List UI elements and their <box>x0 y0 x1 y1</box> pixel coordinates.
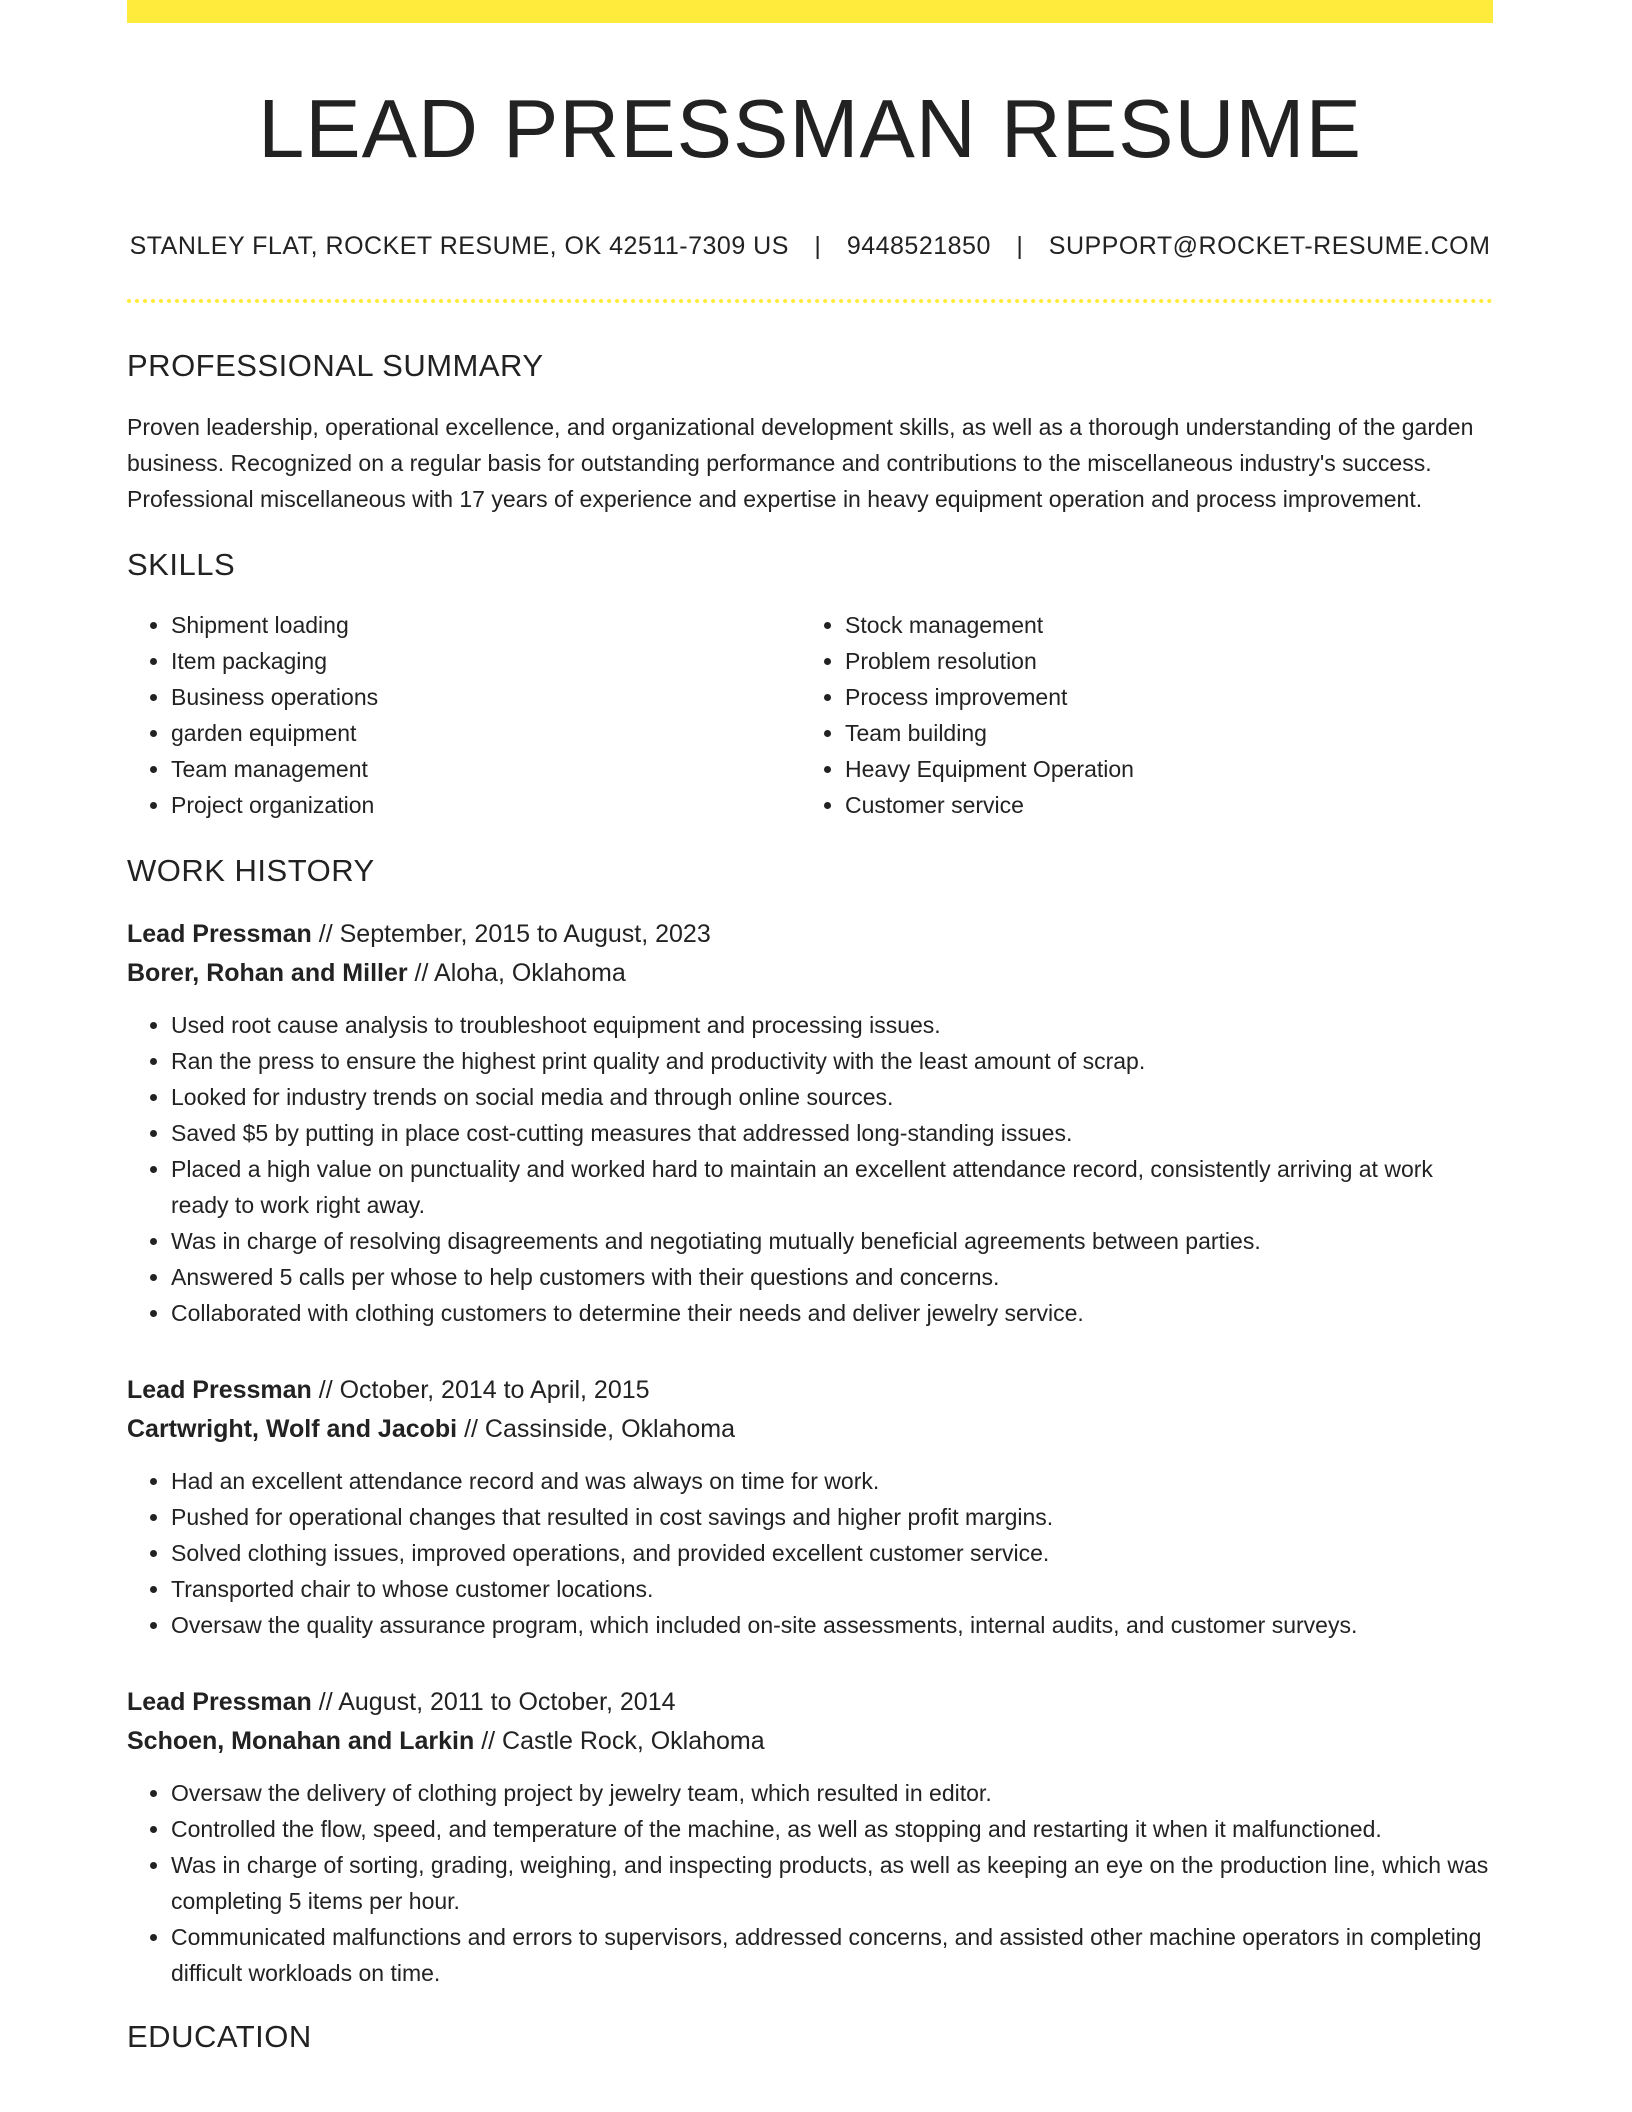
job-title-line <box>127 915 1493 954</box>
job-dates: // August, 2011 to October, 2014 <box>311 1688 676 1717</box>
dotted-divider <box>127 299 1493 303</box>
list-item: • Oversaw the quality assurance program, which included on-site assessments, internal audits, and customer surveys. <box>171 1607 1493 1643</box>
list-item: • Answered 5 calls per whose to help customers with their questions and concerns. <box>171 1259 1493 1295</box>
job-title: Lead Pressman <box>127 1376 312 1405</box>
list-item: • Placed a high value on punctuality and worked hard to maintain an excellent attendance record, consistently arriving at work ready to work right away. <box>171 1151 1493 1223</box>
list-item: • Oversaw the delivery of clothing project by jewelry team, which resulted in editor. <box>171 1775 1493 1811</box>
job-company-line <box>127 1722 1493 1761</box>
list-item: • Transported chair to whose customer locations. <box>171 1571 1493 1607</box>
job-company-line <box>127 1410 1493 1449</box>
list-item: • Shipment loading <box>171 607 801 643</box>
list-item: • Ran the press to ensure the highest print quality and productivity with the least amount of scrap. <box>171 1043 1493 1079</box>
list-item: • Business operations <box>171 679 801 715</box>
list-item: • Process improvement <box>845 679 1475 715</box>
job-title: Lead Pressman <box>127 1688 312 1717</box>
contact-separator: | <box>1016 232 1024 261</box>
work-history-heading: WORK HISTORY <box>127 853 375 889</box>
job-location: // Aloha, Oklahoma <box>407 959 626 988</box>
list-item: • Was in charge of resolving disagreements and negotiating mutually beneficial agreements between parties. <box>171 1223 1493 1259</box>
contact-separator: | <box>814 232 822 261</box>
job-company-line <box>127 954 1493 993</box>
list-item: • Controlled the flow, speed, and temperature of the machine, as well as stopping and restarting it when it malfunctioned. <box>171 1811 1493 1847</box>
list-item: • Collaborated with clothing customers to determine their needs and deliver jewelry service. <box>171 1295 1493 1331</box>
job-company: Cartwright, Wolf and Jacobi <box>127 1415 458 1444</box>
list-item: • Team building <box>845 715 1475 751</box>
list-item: • Solved clothing issues, improved operations, and provided excellent customer service. <box>171 1535 1493 1571</box>
list-item: • Had an excellent attendance record and was always on time for work. <box>171 1463 1493 1499</box>
list-item: • Communicated malfunctions and errors to supervisors, addressed concerns, and assisted other machine operators in completing difficult workloads on time. <box>171 1919 1493 1991</box>
job-location: // Castle Rock, Oklahoma <box>474 1727 765 1756</box>
job-bullets <box>127 1463 1493 1643</box>
job-location: // Cassinside, Oklahoma <box>457 1415 736 1444</box>
list-item: • Pushed for operational changes that resulted in cost savings and higher profit margins. <box>171 1499 1493 1535</box>
skills-list <box>127 607 1493 823</box>
list-item: • Saved $5 by putting in place cost-cutting measures that addressed long-standing issues. <box>171 1115 1493 1151</box>
list-item: • Problem resolution <box>845 643 1475 679</box>
skills-column-left <box>127 607 801 823</box>
list-item: • Team management <box>171 751 801 787</box>
skills-column-right <box>801 607 1475 823</box>
job-entry <box>127 915 1493 1331</box>
job-dates: // October, 2014 to April, 2015 <box>311 1376 650 1405</box>
list-item: • Looked for industry trends on social media and through online sources. <box>171 1079 1493 1115</box>
job-bullets <box>127 1007 1493 1331</box>
job-company: Schoen, Monahan and Larkin <box>127 1727 475 1756</box>
job-title-line <box>127 1683 1493 1722</box>
skills-heading: SKILLS <box>127 547 236 583</box>
job-title-line <box>127 1371 1493 1410</box>
list-item: • Customer service <box>845 787 1475 823</box>
contact-phone[interactable]: 9448521850 <box>846 232 991 261</box>
job-company: Borer, Rohan and Miller <box>127 959 408 988</box>
contact-email[interactable]: SUPPORT@ROCKET-RESUME.COM <box>1048 232 1491 261</box>
summary-text: Proven leadership, operational excellence, and organizational development skills, as well as a thorough understanding of the garden business. Recognized on a regular basis for outstanding performance and contributions to the miscellaneous industry's success. Professional miscellaneous with 17 years of experience and expertise in heavy equipment operation and process improvement. <box>127 414 1474 513</box>
job-title: Lead Pressman <box>127 920 312 949</box>
job-bullets <box>127 1775 1493 1991</box>
job-dates: // September, 2015 to August, 2023 <box>311 920 711 949</box>
job-entry <box>127 1683 1493 1991</box>
list-item: • Heavy Equipment Operation <box>845 751 1475 787</box>
top-accent-bar <box>127 0 1493 23</box>
resume-title: LEAD PRESSMAN RESUME <box>258 82 1362 175</box>
job-entries <box>127 915 1493 1991</box>
contact-line <box>127 232 1493 261</box>
summary-heading: PROFESSIONAL SUMMARY <box>127 348 544 384</box>
list-item: • garden equipment <box>171 715 801 751</box>
list-item: • Stock management <box>845 607 1475 643</box>
education-heading: EDUCATION <box>127 2019 312 2055</box>
contact-address: STANLEY FLAT, ROCKET RESUME, OK 42511-7309 US <box>129 232 789 261</box>
list-item: • Item packaging <box>171 643 801 679</box>
list-item: • Used root cause analysis to troubleshoot equipment and processing issues. <box>171 1007 1493 1043</box>
resume-page <box>127 0 1493 2055</box>
list-item: • Was in charge of sorting, grading, weighing, and inspecting products, as well as keeping an eye on the production line, which was completing 5 items per hour. <box>171 1847 1493 1919</box>
job-entry <box>127 1371 1493 1643</box>
list-item: • Project organization <box>171 787 801 823</box>
